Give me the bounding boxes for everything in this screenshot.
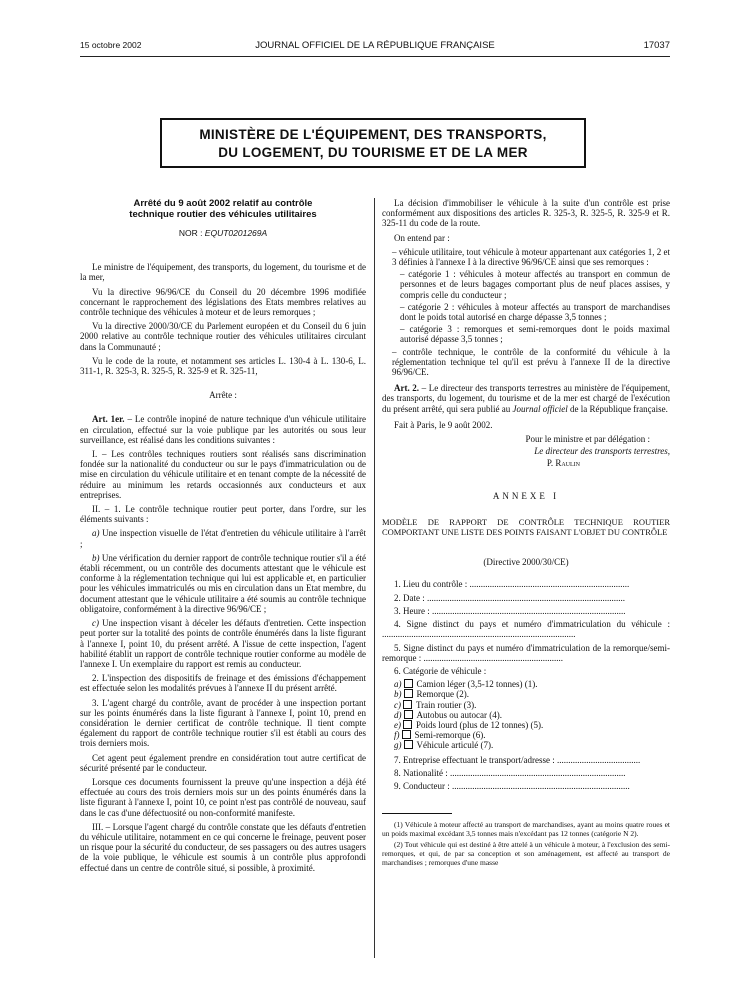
decree-title: [80, 198, 366, 220]
category-label: d): [394, 709, 402, 720]
category-list: [394, 679, 670, 750]
item-a: [80, 528, 366, 548]
category-text: Train routier (3).: [416, 699, 477, 710]
page-header: [80, 40, 670, 54]
checkbox: [404, 740, 413, 749]
checkbox: [404, 689, 413, 698]
category-label: b): [394, 689, 402, 700]
header-journal-title: JOURNAL OFFICIEL DE LA RÉPUBLIQUE FRANÇAISE: [255, 40, 495, 51]
ministry-line-1: MINISTÈRE DE L'ÉQUIPEMENT, DES TRANSPORTS,: [199, 127, 547, 142]
category-option: [394, 720, 670, 730]
ministry-line-2: DU LOGEMENT, DU TOURISME ET DE LA MER: [218, 145, 528, 160]
category-option: [394, 700, 670, 710]
checkbox: [402, 730, 411, 739]
category-label: a): [394, 679, 402, 690]
article-2-label: Art. 2.: [394, 383, 420, 394]
category-option: [394, 710, 670, 720]
nor-reference: [80, 228, 366, 238]
arrete-heading: Arrête :: [209, 390, 237, 401]
paragraph: Le ministre de l'équipement, des transports, du logement, du tourisme et de la mer,: [80, 262, 366, 283]
signatory-name: P. Raulin: [546, 458, 580, 469]
article-2-text-end: de la République française.: [567, 403, 668, 414]
category-text: Autobus ou autocar (4).: [416, 709, 502, 720]
decree-title-line-2: technique routier des véhicules utilitaires: [129, 209, 317, 220]
paragraph: II. – 1. Le contrôle technique routier peut porter, dans l'ordre, sur les éléments suivants :: [80, 504, 366, 525]
category-text: Poids lourd (plus de 12 tonnes) (5).: [416, 719, 544, 730]
left-column: [80, 198, 366, 877]
form-field-lieu: 1. Lieu du contrôle : .......................................................................: [394, 579, 630, 590]
paragraph: Lorsque ces documents fournissent la preuve qu'une inspection a déjà été effectuée au cours des trois derniers mois sur un des points énumérés dans la liste figurant à l'annexe I, point 10, ce point n'est pas contrôlé de nouveau, sauf dans le cas d'une défectuosité ou non-conformité manifeste.: [80, 776, 366, 818]
form-field-category: 6. Catégorie de véhicule :: [394, 665, 487, 676]
form-field-date: 2. Date : ........................................................................................: [394, 592, 625, 603]
category-label: f): [394, 730, 400, 741]
paragraph: 2. L'inspection des dispositifs de freinage et des émissions d'échappement est effectuée selon les modalités prévues à l'annexe II du présent arrêté.: [80, 673, 366, 694]
definition-item: – véhicule utilitaire, tout véhicule à moteur appartenant aux catégories 1, 2 et 3 définies à l'annexe I à la directive 96/96/CE ainsi que ses remorques :: [392, 246, 670, 268]
form-field-driver: 9. Conducteur : ...............................................................................: [394, 780, 630, 791]
checkbox: [403, 700, 412, 709]
item-b: [80, 553, 366, 614]
category-text: Semi-remorque (6).: [414, 730, 486, 741]
category-option: [394, 740, 670, 750]
signature-line-2: [382, 446, 670, 456]
form-field-nationality: 8. Nationalité : ..............................................................................: [394, 767, 626, 778]
category-text: Camion léger (3,5-12 tonnes) (1).: [416, 679, 538, 690]
form-field-trailer-reg: 5. Signe distinct du pays et numéro d'immatriculation de la remorque/semi-remorque : ..............................................................: [382, 642, 670, 663]
header-rule: [80, 56, 670, 57]
paragraph: Vu la directive 96/96/CE du Conseil du 20 décembre 1996 modifiée concernant le rapprochement des législations des Etats membres relatives au contrôle technique des véhicules à moteur et de leurs remorques ;: [80, 286, 366, 318]
item-text: Une inspection visant à déceler les défauts d'entretien. Cette inspection peut porter sur la totalité des points de contrôle énumérés dans la liste figurant à l'annexe I, point 10, du présent arrêté. A l'issue de cette inspection, l'agent habilité établit un rapport de contrôle technique routier conforme au modèle de l'annexe I. Un exemplaire du rapport est remis au conducteur.: [80, 618, 366, 669]
paragraph: 3. L'agent chargé du contrôle, avant de procéder à une inspection portant sur les points énumérés dans la liste figurant à l'annexe I, point 10, prend en considération le dernier certificat de contrôle technique. Il tient compte également du rapport de contrôle technique routier s'il est établi au cours des trois derniers mois.: [80, 697, 366, 749]
definition-subitem: – catégorie 2 : véhicules à moteur affectés au transport de marchandises dont le poids total autorisé en charge dépasse 3,5 tonnes ;: [400, 301, 670, 323]
paragraph: On entend par :: [394, 232, 450, 243]
paragraph: I. – Les contrôles techniques routiers sont réalisés sans discrimination fondée sur la nationalité du conducteur ou sur le pays d'immatriculation ou de mise en circulation du véhicule utilitaire et en tenant compte de la nécessité de réduire au minimum les retards occasionnés aux conducteurs et aux entreprises.: [80, 449, 366, 500]
article-1-text: – Le contrôle inopiné de nature technique d'un véhicule utilitaire en circulation, effectué sur la voie publique par les autorités ou sous leur surveillance, est réalisé dans les conditions suivantes :: [80, 414, 366, 445]
right-column: [382, 198, 670, 869]
form-field-vehicle-reg: 4. Signe distinct du pays et numéro d'immatriculation du véhicule : ......................................................................................: [382, 619, 670, 640]
decree-title-line-1: Arrêté du 9 août 2002 relatif au contrôle: [133, 198, 313, 209]
paragraph: III. – Lorsque l'agent chargé du contrôle constate que les défauts d'entretien du véhicule utilitaire, notamment en ce qui concerne le freinage, peuvent poser un risque pour la sécurité du conducteur, de ses passagers ou des autres usagers de la voie publique, le véhicule est soumis à un contrôle plus approfondi effectué dans un centre de contrôle situé, si possible, à proximité.: [80, 821, 366, 873]
article-1-label: Art. 1er.: [92, 414, 125, 425]
annexe-heading: ANNEXE I: [492, 490, 560, 501]
header-date: 15 octobre 2002: [80, 40, 142, 50]
directive-ref: (Directive 2000/30/CE): [483, 557, 569, 568]
item-c: [80, 618, 366, 669]
item-label: c): [92, 618, 99, 629]
footnote: (1) Véhicule à moteur affecté au transport de marchandises, ayant au moins quatre roues et un poids maximal excédant 3,5 tonnes mais n'excédant pas 12 tonnes (catégorie N 2).: [382, 820, 670, 839]
definition-subitem: – catégorie 3 : remorques et semi-remorques dont le poids maximal autorisé dépasse 3,5 tonnes ;: [400, 324, 670, 345]
item-label: a): [92, 528, 100, 539]
form-field-company: 7. Entreprise effectuant le transport/adresse : .....................................: [394, 754, 641, 765]
definition-subitem: – catégorie 1 : véhicules à moteur affectés au transport en commun de personnes et de leurs bagages comportant plus de neuf places assises, y compris celle du conducteur ;: [400, 269, 670, 300]
item-text: Une inspection visuelle de l'état d'entretien du véhicule utilitaire à l'arrêt ;: [80, 528, 366, 549]
article-2: [382, 383, 670, 414]
signature-line-1: Pour le ministre et par délégation :: [525, 434, 650, 445]
column-divider: [374, 198, 375, 958]
category-text: Véhicule articulé (7).: [416, 740, 494, 751]
category-label: e): [394, 719, 401, 730]
form-field-heure: 3. Heure : ......................................................................................: [394, 605, 626, 616]
item-text: Une vérification du dernier rapport de contrôle technique routier s'il a été établi récemment, ou un contrôle des documents attestant que le véhicule est conforme à la réglementation technique qui lui est applicable et, en particulier pour les véhicules immatriculés ou mis en circulation dans un Etat membre, du document attestant que le véhicule utilitaire a été soumis au contrôle technique obligatoire, conformément à la directive 96/96/CE ;: [80, 552, 366, 614]
paragraph: Vu le code de la route, et notamment ses articles L. 130-4 à L. 130-6, L. 311-1, R. 325-3, R. 325-5, R. 325-9 et R. 325-11,: [80, 355, 366, 377]
header-page-number: 17037: [643, 40, 670, 51]
category-option: [394, 730, 670, 740]
category-option: [394, 679, 670, 689]
checkbox: [404, 679, 413, 688]
category-option: [394, 689, 670, 699]
annexe-title: MODÈLE DE RAPPORT DE CONTRÔLE TECHNIQUE ROUTIER COMPORTANT UNE LISTE DES POINTS FAISANT L'OBJET DU CONTRÔLE: [382, 516, 670, 538]
signature-date: Fait à Paris, le 9 août 2002.: [394, 419, 493, 430]
nor-label: NOR :: [178, 228, 205, 238]
paragraph: Cet agent peut également prendre en considération tout autre certificat de sécurité présenté par le conducteur.: [80, 752, 366, 773]
paragraph: La décision d'immobiliser le véhicule à la suite d'un contrôle est prise conformément aux dispositions des articles R. 325-3, R. 325-5, R. 325-9 et R. 325-11 du code de la route.: [382, 198, 670, 229]
nor-code: EQUT0201269A: [204, 228, 268, 238]
paragraph: Vu la directive 2000/30/CE du Parlement européen et du Conseil du 6 juin 2000 relative au contrôle technique routier des véhicules utilitaires circulant dans la Communauté ;: [80, 321, 366, 352]
category-label: c): [394, 699, 401, 710]
footnote: (2) Tout véhicule qui est destiné à être attelé à un véhicule à moteur, à l'exclusion des semi-remorques, et qui, de par sa conception et son aménagement, est affecté au transport de marchandises ; remorques d'une masse: [382, 840, 670, 868]
article-1: [80, 414, 366, 445]
ministry-box: [160, 118, 586, 168]
checkbox: [404, 710, 413, 719]
checkbox: [403, 720, 412, 729]
article-2-text: – Le directeur des transports terrestres au ministère de l'équipement, des transports, du logement, du tourisme et de la mer est chargé de l'exécution du présent arrêté, qui sera publié au: [382, 383, 670, 414]
journal-officiel-ref: Journal officiel: [512, 403, 568, 414]
signatory-title: Le directeur des transports terrestres,: [534, 446, 670, 457]
category-label: g): [394, 740, 402, 751]
footnote-rule: [382, 813, 452, 814]
item-label: b): [92, 552, 100, 563]
category-text: Remorque (2).: [416, 689, 469, 700]
definition-item: – contrôle technique, le contrôle de la conformité du véhicule à la réglementation technique tel qu'il est prévu à l'annexe II de la directive 96/96/CE.: [392, 346, 670, 378]
